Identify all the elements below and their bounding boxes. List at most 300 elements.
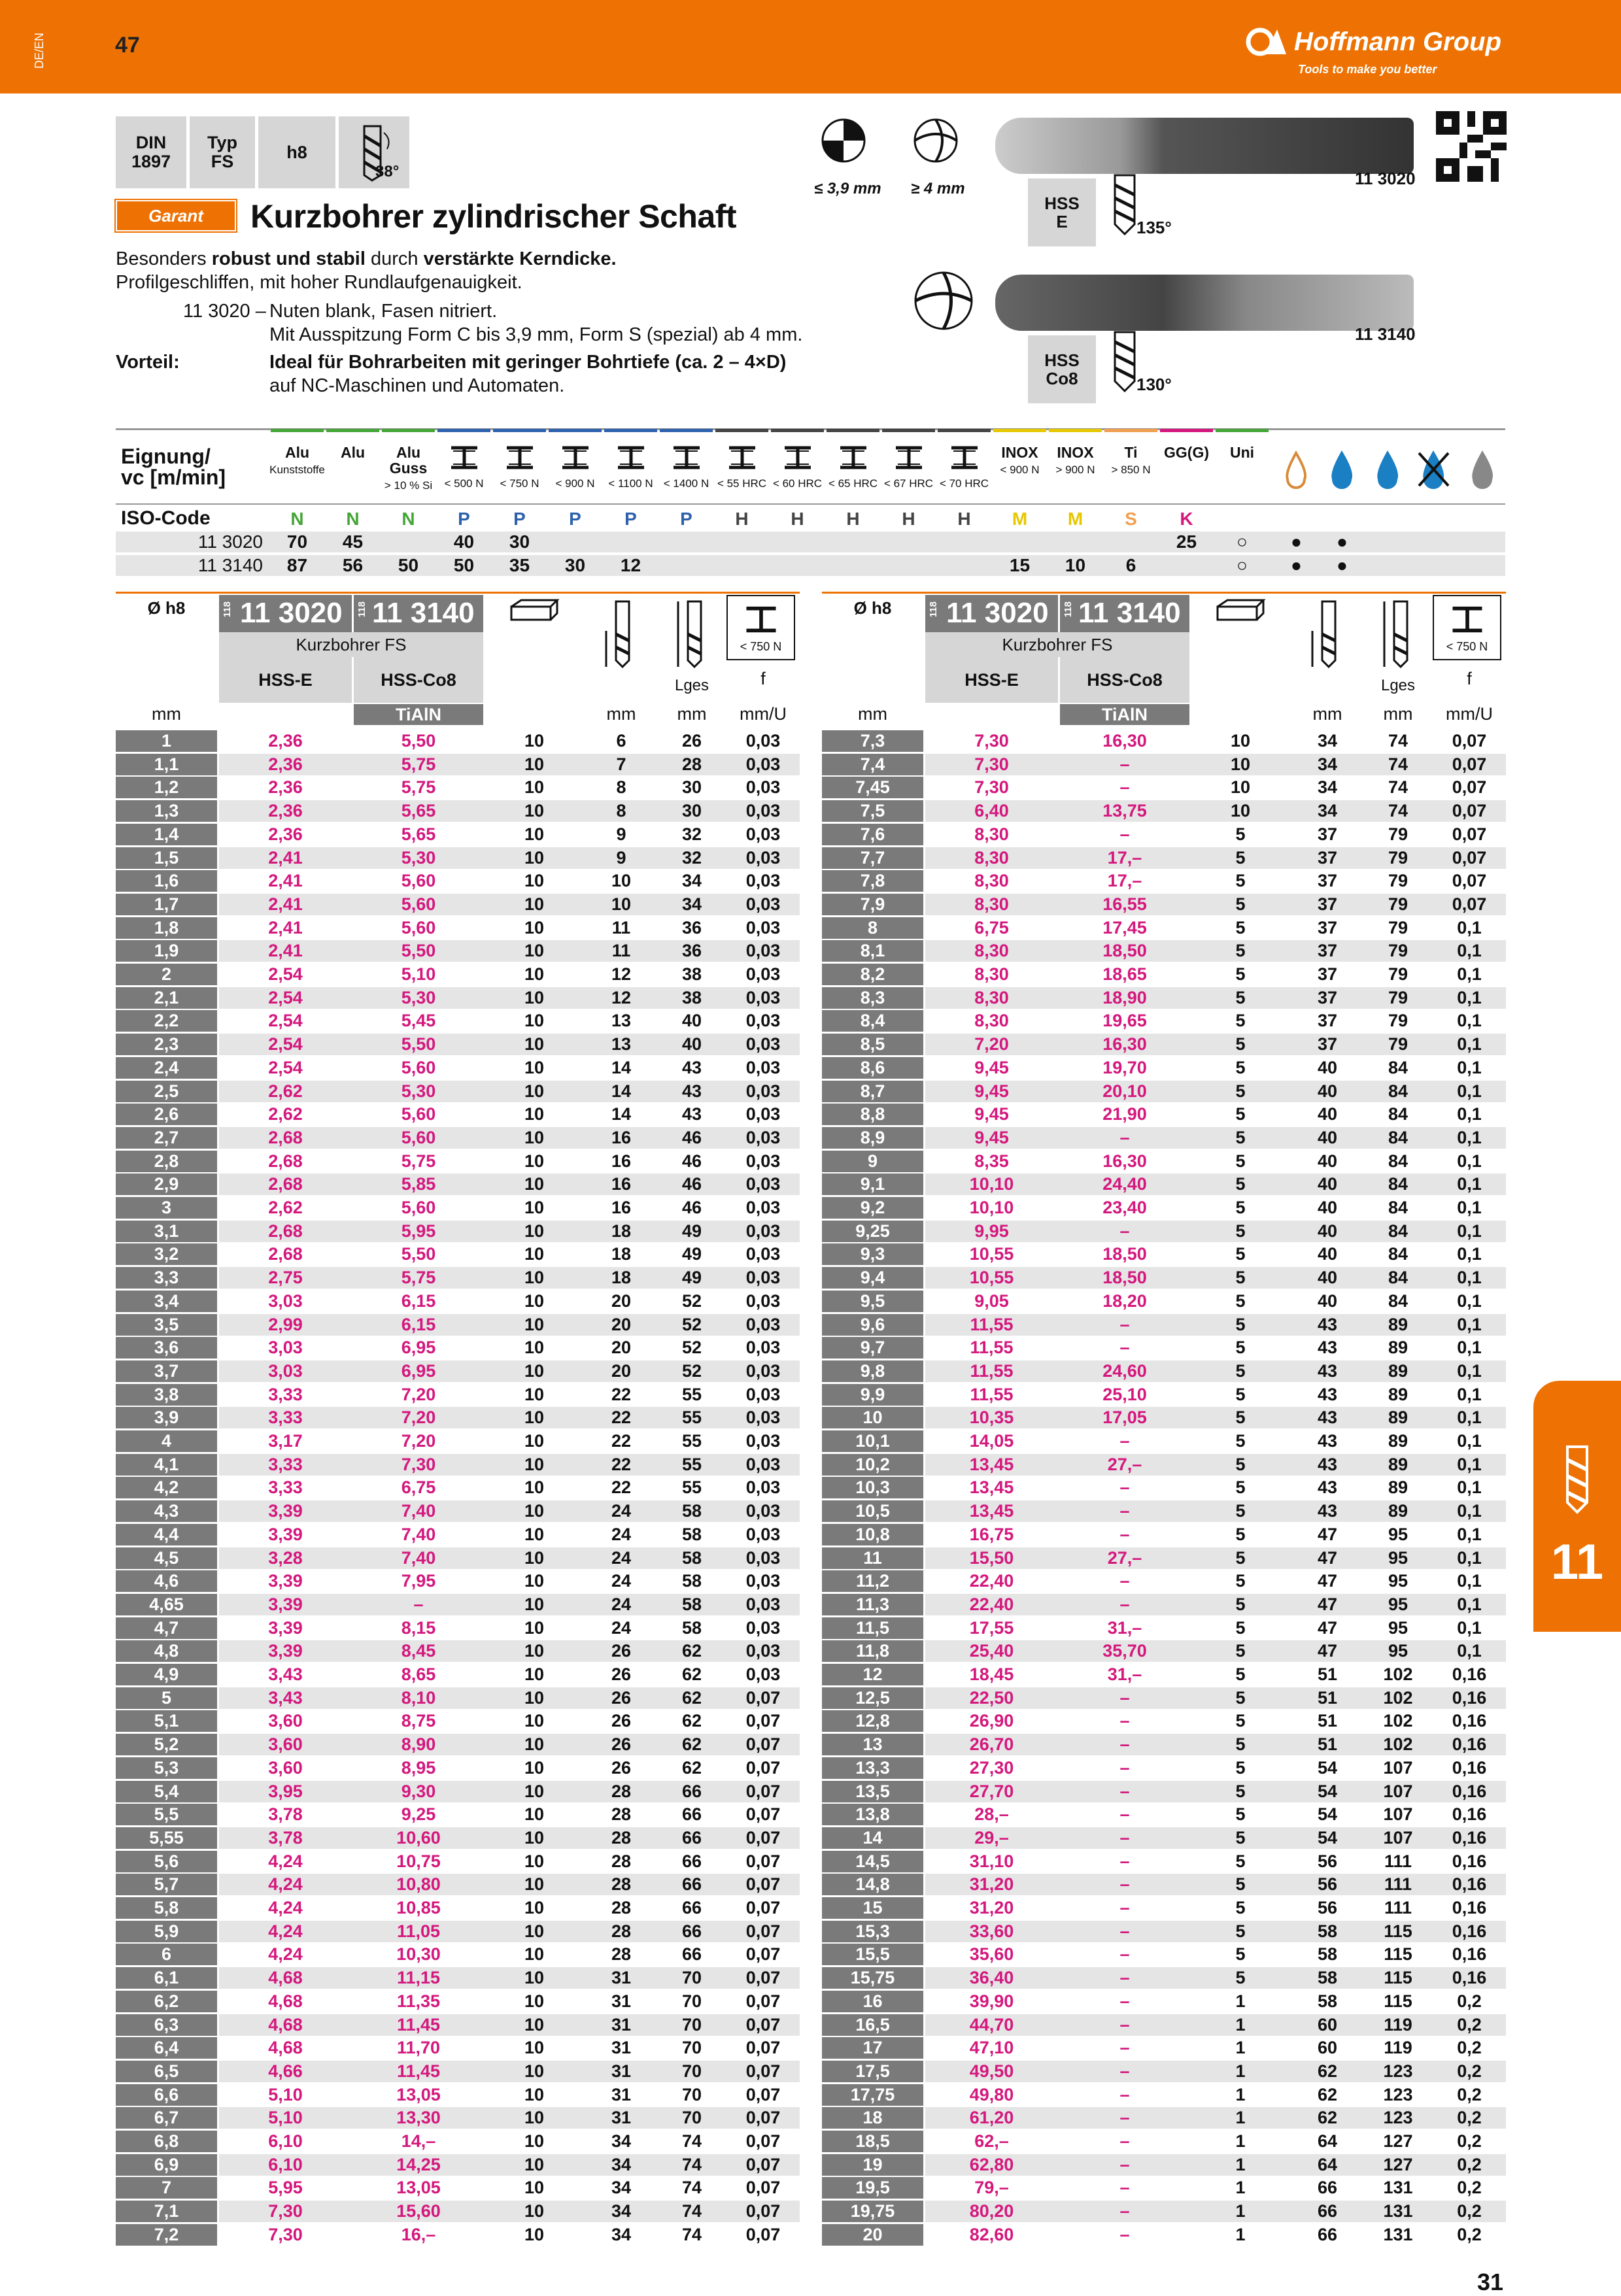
price-hss-co8-cell[interactable]: 16,–: [401, 2224, 436, 2244]
page-number: 31: [1476, 2269, 1503, 2295]
price-hss-e-cell[interactable]: 15,50: [969, 1547, 1014, 1568]
diameter-cell: 12: [822, 1664, 923, 1685]
price-hss-co8-cell[interactable]: 13,05: [396, 2084, 441, 2104]
price-hss-e-cell[interactable]: 2,41: [268, 894, 303, 914]
price-hss-e-cell[interactable]: 36,40: [969, 1968, 1014, 1988]
price-hss-e-cell[interactable]: 3,43: [268, 1664, 303, 1684]
price-hss-co8-cell[interactable]: 7,20: [401, 1384, 436, 1404]
price-hss-co8-cell[interactable]: –: [1119, 824, 1130, 844]
price-hss-e-cell[interactable]: 2,54: [268, 964, 303, 984]
table-row: [116, 1687, 800, 1709]
price-hss-e-cell[interactable]: 3,03: [268, 1360, 303, 1381]
price-hss-co8-cell[interactable]: 5,50: [401, 1244, 436, 1264]
price-hss-e-cell[interactable]: 3,03: [268, 1291, 303, 1311]
price-hss-co8-cell[interactable]: 5,95: [401, 1221, 436, 1241]
price-hss-e-cell[interactable]: 7,30: [974, 731, 1009, 751]
price-hss-e-cell[interactable]: 31,10: [969, 1851, 1014, 1871]
price-hss-co8-cell[interactable]: –: [1119, 2131, 1130, 2151]
price-hss-co8-cell[interactable]: 18,20: [1102, 1291, 1147, 1311]
price-hss-co8-cell[interactable]: 16,55: [1102, 894, 1147, 914]
price-hss-e-cell[interactable]: 2,75: [268, 1268, 303, 1288]
pack-qty-cell: 10: [524, 1104, 545, 1124]
price-hss-co8-cell[interactable]: 10,80: [396, 1874, 441, 1895]
price-hss-co8-cell[interactable]: 7,40: [401, 1501, 436, 1521]
price-hss-co8-cell[interactable]: 5,85: [401, 1174, 436, 1194]
price-hss-e-cell[interactable]: 8,30: [974, 871, 1009, 891]
price-hss-co8-cell[interactable]: –: [1119, 1501, 1130, 1521]
price-hss-co8-cell[interactable]: –: [1119, 1314, 1130, 1334]
price-hss-co8-cell[interactable]: 9,30: [401, 1781, 436, 1801]
price-hss-co8-cell[interactable]: 17,45: [1102, 917, 1147, 937]
price-hss-e-cell[interactable]: 3,39: [268, 1571, 303, 1591]
price-hss-co8-cell[interactable]: 10,60: [396, 1827, 441, 1848]
price-hss-co8-cell[interactable]: 7,40: [401, 1547, 436, 1568]
price-hss-co8-cell[interactable]: 13,75: [1102, 801, 1147, 821]
price-hss-e-cell[interactable]: 29,–: [974, 1827, 1009, 1848]
price-hss-co8-cell[interactable]: –: [1119, 1431, 1130, 1451]
price-hss-co8-cell[interactable]: 5,50: [401, 731, 436, 751]
price-hss-co8-cell[interactable]: 27,–: [1107, 1454, 1142, 1474]
table-row: [822, 1337, 1506, 1359]
total-length-cell: 89: [1388, 1501, 1408, 1521]
feed-cell: 0,07: [745, 1851, 781, 1871]
price-hss-e-cell[interactable]: 2,99: [268, 1314, 303, 1334]
price-hss-e-cell[interactable]: 8,30: [974, 1011, 1009, 1031]
price-hss-e-cell[interactable]: 35,60: [969, 1944, 1014, 1965]
price-hss-co8-cell[interactable]: –: [1119, 1594, 1130, 1614]
price-hss-co8-cell[interactable]: –: [1119, 1757, 1130, 1778]
price-hss-e-cell[interactable]: 3,17: [268, 1431, 303, 1451]
flute-length-cell: 6: [616, 731, 626, 751]
price-hss-co8-cell[interactable]: –: [1119, 2224, 1130, 2244]
price-hss-e-cell[interactable]: 6,40: [974, 801, 1009, 821]
price-hss-co8-cell[interactable]: 11,15: [396, 1968, 441, 1988]
price-hss-e-cell[interactable]: 49,50: [969, 2061, 1014, 2081]
price-hss-co8-cell[interactable]: 23,40: [1102, 1198, 1147, 1217]
price-hss-co8-cell[interactable]: –: [1119, 2084, 1130, 2104]
price-hss-e-cell[interactable]: 13,45: [969, 1477, 1014, 1498]
price-hss-co8-cell[interactable]: 7,40: [401, 1524, 436, 1544]
price-hss-e-cell[interactable]: 4,24: [268, 1851, 303, 1871]
price-hss-co8-cell[interactable]: 8,95: [401, 1757, 436, 1778]
price-hss-e-cell[interactable]: 28,–: [974, 1804, 1009, 1825]
price-hss-e-cell[interactable]: 5,10: [268, 2108, 303, 2128]
price-hss-co8-cell[interactable]: 5,75: [401, 1268, 436, 1288]
price-hss-co8-cell[interactable]: 8,10: [401, 1687, 436, 1708]
price-hss-e-cell[interactable]: 3,78: [268, 1804, 303, 1825]
price-hss-co8-cell[interactable]: 7,20: [401, 1431, 436, 1451]
price-hss-e-cell[interactable]: 8,30: [974, 894, 1009, 914]
price-hss-co8-cell[interactable]: 5,75: [401, 777, 436, 798]
flute-length-cell: 43: [1317, 1384, 1338, 1404]
pack-qty-cell: 10: [524, 1874, 545, 1895]
price-hss-co8-cell[interactable]: 5,60: [401, 894, 436, 914]
price-hss-e-cell[interactable]: 2,36: [268, 731, 303, 751]
pack-qty-cell: 10: [524, 1617, 545, 1638]
price-hss-e-cell[interactable]: 8,35: [974, 1151, 1009, 1171]
table-row: [116, 1781, 800, 1802]
price-hss-co8-cell[interactable]: 24,60: [1102, 1360, 1147, 1381]
total-length-cell: 52: [681, 1360, 702, 1381]
price-hss-co8-cell[interactable]: 5,65: [401, 824, 436, 844]
price-hss-e-cell[interactable]: 61,20: [969, 2108, 1014, 2128]
price-hss-e-cell[interactable]: 2,54: [268, 1057, 303, 1077]
price-hss-co8-cell[interactable]: 8,75: [401, 1711, 436, 1731]
price-hss-co8-cell[interactable]: 8,45: [401, 1641, 436, 1661]
desc-bold: robust und stabil: [211, 248, 366, 269]
price-hss-e-cell[interactable]: 11,55: [970, 1314, 1014, 1334]
price-hss-co8-cell[interactable]: 18,50: [1102, 1244, 1147, 1264]
price-hss-e-cell[interactable]: 80,20: [969, 2201, 1014, 2221]
price-hss-co8-cell[interactable]: 10,30: [396, 1944, 441, 1965]
price-hss-co8-cell[interactable]: 16,30: [1102, 1034, 1147, 1055]
price-hss-e-cell[interactable]: 27,70: [969, 1781, 1014, 1801]
price-hss-e-cell[interactable]: 4,24: [268, 1944, 303, 1965]
price-hss-e-cell[interactable]: 8,30: [974, 941, 1009, 961]
total-length-cell: 95: [1388, 1594, 1408, 1614]
price-hss-e-cell[interactable]: 3,39: [268, 1617, 303, 1638]
price-hss-e-cell[interactable]: 2,68: [268, 1174, 303, 1194]
price-hss-co8-cell[interactable]: 5,50: [401, 941, 436, 961]
price-hss-co8-cell[interactable]: –: [1119, 1944, 1130, 1965]
price-hss-e-cell[interactable]: 11,55: [970, 1360, 1014, 1381]
price-hss-co8-cell[interactable]: 5,60: [401, 1198, 436, 1217]
price-hss-co8-cell[interactable]: 31,–: [1107, 1617, 1142, 1638]
price-hss-e-cell[interactable]: 62,–: [974, 2131, 1009, 2151]
price-hss-co8-cell[interactable]: 6,95: [401, 1360, 436, 1381]
price-hss-e-cell[interactable]: 4,24: [268, 1874, 303, 1895]
price-hss-co8-cell[interactable]: –: [1119, 1711, 1130, 1731]
price-hss-e-cell[interactable]: 8,30: [974, 964, 1009, 984]
price-hss-co8-cell[interactable]: 5,75: [401, 754, 436, 774]
price-hss-co8-cell[interactable]: 18,50: [1102, 941, 1147, 961]
price-hss-e-cell[interactable]: 14,05: [969, 1431, 1014, 1451]
price-hss-co8-cell[interactable]: –: [1119, 1338, 1130, 1358]
price-hss-e-cell[interactable]: 3,78: [268, 1827, 303, 1848]
total-length-cell: 46: [681, 1174, 702, 1194]
feed-cell: 0,1: [1457, 1408, 1482, 1428]
flute-length-cell: 24: [611, 1547, 632, 1568]
price-hss-e-cell[interactable]: 3,39: [268, 1641, 303, 1661]
price-hss-co8-cell[interactable]: 14,25: [396, 2154, 441, 2174]
price-hss-e-cell[interactable]: 2,41: [268, 941, 303, 961]
price-hss-e-cell[interactable]: 2,54: [268, 987, 303, 1007]
pack-qty-cell: 5: [1235, 987, 1246, 1007]
price-hss-e-cell[interactable]: 31,20: [969, 1874, 1014, 1895]
chapter-page-number: 47: [115, 33, 140, 58]
price-hss-co8-cell[interactable]: –: [1119, 2154, 1130, 2174]
price-hss-co8-cell[interactable]: 5,45: [401, 1011, 436, 1031]
price-hss-e-cell[interactable]: 9,45: [974, 1057, 1009, 1077]
price-hss-e-cell[interactable]: 6,75: [974, 917, 1009, 937]
price-hss-co8-cell[interactable]: 5,30: [401, 847, 436, 868]
price-hss-e-cell[interactable]: 2,62: [268, 1081, 303, 1101]
price-hss-e-cell[interactable]: 2,68: [268, 1221, 303, 1241]
price-hss-e-cell[interactable]: 3,43: [268, 1687, 303, 1708]
price-hss-e-cell[interactable]: 11,55: [970, 1338, 1014, 1358]
pack-qty-cell: 5: [1235, 1360, 1246, 1381]
price-hss-co8-cell[interactable]: 17,–: [1107, 871, 1142, 891]
price-hss-e-cell[interactable]: 3,33: [268, 1384, 303, 1404]
price-hss-co8-cell[interactable]: 18,50: [1102, 1268, 1147, 1288]
price-hss-co8-cell[interactable]: –: [1119, 1898, 1130, 1917]
price-hss-co8-cell[interactable]: 16,30: [1102, 731, 1147, 751]
diameter-cell: 8,8: [822, 1104, 923, 1125]
price-hss-co8-cell[interactable]: 7,30: [401, 1454, 436, 1474]
price-hss-co8-cell[interactable]: 6,15: [401, 1314, 436, 1334]
price-hss-e-cell[interactable]: 10,55: [969, 1268, 1014, 1288]
price-hss-co8-cell[interactable]: 6,15: [401, 1291, 436, 1311]
price-hss-co8-cell[interactable]: –: [1119, 1524, 1130, 1544]
table-row: [116, 1944, 800, 1965]
price-hss-co8-cell[interactable]: –: [1119, 2201, 1130, 2221]
price-hss-e-cell[interactable]: 2,36: [268, 801, 303, 821]
price-hss-e-cell[interactable]: 27,30: [969, 1757, 1014, 1778]
chapter-tab[interactable]: [1533, 1381, 1621, 1632]
price-hss-e-cell[interactable]: 2,68: [268, 1127, 303, 1147]
price-hss-co8-cell[interactable]: –: [1119, 2061, 1130, 2081]
price-hss-co8-cell[interactable]: 27,–: [1107, 1547, 1142, 1568]
price-hss-e-cell[interactable]: 9,05: [974, 1291, 1009, 1311]
unit-feed: mm/U: [1446, 704, 1493, 724]
price-hss-co8-cell[interactable]: 24,40: [1102, 1174, 1147, 1194]
price-hss-co8-cell[interactable]: –: [1119, 1827, 1130, 1848]
price-hss-e-cell[interactable]: 62,80: [969, 2154, 1014, 2174]
price-hss-co8-cell[interactable]: –: [1119, 777, 1130, 798]
price-hss-e-cell[interactable]: 9,45: [974, 1127, 1009, 1147]
price-hss-co8-cell[interactable]: 11,70: [396, 2038, 441, 2058]
price-hss-co8-cell[interactable]: –: [1119, 2038, 1130, 2058]
price-hss-e-cell[interactable]: 2,41: [268, 847, 303, 868]
price-hss-e-cell[interactable]: 3,39: [268, 1501, 303, 1521]
price-hss-e-cell[interactable]: 44,70: [969, 2014, 1014, 2034]
price-hss-e-cell[interactable]: 5,95: [268, 2178, 303, 2198]
price-hss-co8-cell[interactable]: 5,30: [401, 987, 436, 1007]
price-hss-e-cell[interactable]: 4,68: [268, 1968, 303, 1988]
price-hss-e-cell[interactable]: 2,62: [268, 1198, 303, 1217]
price-hss-e-cell[interactable]: 2,62: [268, 1104, 303, 1124]
price-hss-e-cell[interactable]: 16,75: [969, 1524, 1014, 1544]
price-hss-co8-cell[interactable]: –: [1119, 2014, 1130, 2034]
price-hss-co8-cell[interactable]: 7,20: [401, 1408, 436, 1428]
price-hss-e-cell[interactable]: 3,39: [268, 1594, 303, 1614]
price-hss-e-cell[interactable]: 2,36: [268, 824, 303, 844]
price-hss-co8-cell[interactable]: 19,70: [1102, 1057, 1147, 1077]
price-hss-co8-cell[interactable]: –: [1119, 1968, 1130, 1988]
price-hss-e-cell[interactable]: 3,39: [268, 1524, 303, 1544]
price-hss-e-cell[interactable]: 2,41: [268, 871, 303, 891]
price-hss-e-cell[interactable]: 31,20: [969, 1898, 1014, 1917]
price-hss-e-cell[interactable]: 9,45: [974, 1104, 1009, 1124]
total-length-icon: [672, 598, 724, 673]
price-hss-co8-cell[interactable]: 9,25: [401, 1804, 436, 1825]
diameter-cell: 15: [822, 1897, 923, 1919]
price-hss-e-cell[interactable]: 4,24: [268, 1921, 303, 1941]
price-hss-co8-cell[interactable]: –: [1119, 1734, 1130, 1755]
price-hss-co8-cell[interactable]: 7,95: [401, 1571, 436, 1591]
price-hss-co8-cell[interactable]: 14,–: [401, 2131, 436, 2151]
price-hss-e-cell[interactable]: 2,68: [268, 1151, 303, 1171]
price-hss-co8-cell[interactable]: 8,65: [401, 1664, 436, 1684]
price-hss-co8-cell[interactable]: 5,75: [401, 1151, 436, 1171]
price-hss-e-cell[interactable]: 2,68: [268, 1244, 303, 1264]
price-hss-co8-cell[interactable]: 5,30: [401, 1081, 436, 1101]
price-hss-e-cell[interactable]: 10,10: [969, 1174, 1014, 1194]
price-hss-co8-cell[interactable]: 11,45: [396, 2061, 441, 2081]
price-hss-e-cell[interactable]: 2,36: [268, 754, 303, 774]
price-hss-e-cell[interactable]: 2,36: [268, 777, 303, 798]
price-hss-e-cell[interactable]: 8,30: [974, 824, 1009, 844]
price-hss-e-cell[interactable]: 10,10: [969, 1198, 1014, 1217]
feed-cell: 0,03: [745, 1477, 781, 1498]
price-hss-co8-cell[interactable]: –: [1119, 1851, 1130, 1871]
price-hss-co8-cell[interactable]: –: [1119, 754, 1130, 774]
pack-qty-cell: 10: [524, 1360, 545, 1381]
price-hss-co8-cell[interactable]: 18,90: [1102, 987, 1147, 1007]
price-hss-co8-cell[interactable]: –: [1119, 1127, 1130, 1147]
diameter-cell: 10,8: [822, 1524, 923, 1545]
tool-2-code: 11 3140: [1355, 324, 1416, 344]
table-row: [822, 2014, 1506, 2036]
material-column-5: [547, 431, 603, 490]
price-hss-e-cell[interactable]: 8,30: [974, 847, 1009, 868]
price-hss-co8-cell[interactable]: 21,90: [1102, 1104, 1147, 1124]
price-hss-e-cell[interactable]: 49,80: [969, 2084, 1014, 2104]
price-hss-e-cell[interactable]: 2,54: [268, 1034, 303, 1055]
price-hss-e-cell[interactable]: 4,68: [268, 2038, 303, 2058]
price-hss-co8-cell[interactable]: 25,10: [1102, 1384, 1147, 1404]
price-hss-e-cell[interactable]: 7,30: [974, 777, 1009, 798]
price-hss-e-cell[interactable]: 3,60: [268, 1734, 303, 1755]
price-hss-co8-cell[interactable]: 6,95: [401, 1338, 436, 1358]
price-hss-e-cell[interactable]: 22,40: [969, 1571, 1014, 1591]
price-hss-e-cell[interactable]: 6,10: [268, 2131, 303, 2151]
price-hss-e-cell[interactable]: 9,45: [974, 1081, 1009, 1101]
price-hss-co8-cell[interactable]: 10,85: [396, 1898, 441, 1917]
price-hss-co8-cell[interactable]: 13,30: [396, 2108, 441, 2128]
price-hss-e-cell[interactable]: 79,–: [974, 2178, 1009, 2198]
price-hss-co8-cell[interactable]: –: [1119, 2178, 1130, 2198]
price-hss-co8-cell[interactable]: 6,75: [401, 1477, 436, 1498]
price-hss-co8-cell[interactable]: 19,65: [1102, 1011, 1147, 1031]
diameter-cell: 5,6: [116, 1851, 217, 1872]
price-hss-co8-cell[interactable]: 18,65: [1102, 964, 1147, 984]
price-hss-e-cell[interactable]: 17,55: [969, 1617, 1014, 1638]
price-hss-e-cell[interactable]: 7,30: [268, 2201, 303, 2221]
price-hss-e-cell[interactable]: 11,55: [970, 1384, 1014, 1404]
price-hss-co8-cell[interactable]: –: [1119, 1874, 1130, 1895]
price-hss-e-cell[interactable]: 4,68: [268, 1991, 303, 2011]
price-hss-e-cell[interactable]: 3,60: [268, 1757, 303, 1778]
price-hss-e-cell[interactable]: 4,66: [268, 2061, 303, 2081]
price-hss-e-cell[interactable]: 22,50: [969, 1687, 1014, 1708]
price-hss-co8-cell[interactable]: 5,10: [401, 964, 436, 984]
price-hss-co8-cell[interactable]: –: [1119, 1781, 1130, 1801]
price-hss-e-cell[interactable]: 26,90: [969, 1711, 1014, 1731]
price-hss-e-cell[interactable]: 18,45: [969, 1664, 1014, 1684]
price-hss-co8-cell[interactable]: 5,60: [401, 1127, 436, 1147]
price-hss-e-cell[interactable]: 3,95: [268, 1781, 303, 1801]
price-hss-e-cell[interactable]: 25,40: [969, 1641, 1014, 1661]
price-hss-e-cell[interactable]: 2,54: [268, 1011, 303, 1031]
price-hss-co8-cell[interactable]: 11,45: [396, 2014, 441, 2034]
price-hss-e-cell[interactable]: 47,10: [969, 2038, 1014, 2058]
price-hss-co8-cell[interactable]: –: [1119, 1571, 1130, 1591]
price-hss-co8-cell[interactable]: –: [1119, 1991, 1130, 2011]
price-hss-e-cell[interactable]: 33,60: [969, 1921, 1014, 1941]
price-hss-e-cell[interactable]: 22,40: [969, 1594, 1014, 1614]
price-hss-e-cell[interactable]: 3,60: [268, 1711, 303, 1731]
price-hss-e-cell[interactable]: 39,90: [969, 1991, 1014, 2011]
price-hss-co8-cell[interactable]: 5,65: [401, 801, 436, 821]
price-hss-e-cell[interactable]: 3,33: [268, 1454, 303, 1474]
price-hss-co8-cell[interactable]: 8,90: [401, 1734, 436, 1755]
price-hss-e-cell[interactable]: 26,70: [969, 1734, 1014, 1755]
price-hss-co8-cell[interactable]: 17,–: [1107, 847, 1142, 868]
price-hss-co8-cell[interactable]: –: [413, 1594, 424, 1614]
price-hss-e-cell[interactable]: 13,45: [969, 1454, 1014, 1474]
price-hss-co8-cell[interactable]: 16,30: [1102, 1151, 1147, 1171]
price-hss-co8-cell[interactable]: –: [1119, 1921, 1130, 1941]
price-hss-co8-cell[interactable]: –: [1119, 2108, 1130, 2128]
price-hss-co8-cell[interactable]: –: [1119, 1477, 1130, 1498]
price-hss-co8-cell[interactable]: 17,05: [1102, 1408, 1147, 1428]
price-hss-co8-cell[interactable]: –: [1119, 1687, 1130, 1708]
price-hss-e-cell[interactable]: 2,41: [268, 917, 303, 937]
total-length-cell: 107: [1383, 1757, 1413, 1778]
price-hss-e-cell[interactable]: 6,10: [268, 2154, 303, 2174]
price-hss-co8-cell[interactable]: 5,60: [401, 1057, 436, 1077]
code-prefix: 118: [928, 601, 939, 618]
price-hss-co8-cell[interactable]: –: [1119, 1221, 1130, 1241]
price-hss-co8-cell[interactable]: 11,05: [396, 1921, 441, 1941]
price-hss-e-cell[interactable]: 10,55: [969, 1244, 1014, 1264]
price-hss-e-cell[interactable]: 5,10: [268, 2084, 303, 2104]
price-hss-co8-cell[interactable]: 5,60: [401, 871, 436, 891]
price-hss-co8-cell[interactable]: 10,75: [396, 1851, 441, 1871]
price-hss-e-cell[interactable]: 3,28: [268, 1547, 303, 1568]
price-hss-co8-cell[interactable]: 31,–: [1107, 1664, 1142, 1684]
price-hss-e-cell[interactable]: 3,33: [268, 1477, 303, 1498]
price-hss-e-cell[interactable]: 82,60: [969, 2224, 1014, 2244]
price-hss-co8-cell[interactable]: 5,60: [401, 917, 436, 937]
price-hss-co8-cell[interactable]: 15,60: [396, 2201, 441, 2221]
price-hss-e-cell[interactable]: 9,95: [974, 1221, 1009, 1241]
price-hss-co8-cell[interactable]: 11,35: [396, 1991, 441, 2011]
price-hss-e-cell[interactable]: 4,68: [268, 2014, 303, 2034]
price-hss-e-cell[interactable]: 7,20: [974, 1034, 1009, 1055]
price-hss-e-cell[interactable]: 3,33: [268, 1408, 303, 1428]
price-hss-e-cell[interactable]: 4,24: [268, 1898, 303, 1917]
price-hss-e-cell[interactable]: 7,30: [268, 2224, 303, 2244]
price-hss-co8-cell[interactable]: 5,60: [401, 1104, 436, 1124]
price-hss-co8-cell[interactable]: –: [1119, 1804, 1130, 1825]
price-hss-e-cell[interactable]: 13,45: [969, 1501, 1014, 1521]
total-length-cell: 43: [681, 1104, 702, 1124]
price-hss-e-cell[interactable]: 10,35: [969, 1408, 1014, 1428]
price-hss-co8-cell[interactable]: 35,70: [1102, 1641, 1147, 1661]
price-hss-e-cell[interactable]: 3,03: [268, 1338, 303, 1358]
price-hss-co8-cell[interactable]: 8,15: [401, 1617, 436, 1638]
price-hss-e-cell[interactable]: 8,30: [974, 987, 1009, 1007]
total-length-cell: 107: [1383, 1804, 1413, 1825]
price-hss-co8-cell[interactable]: 13,05: [396, 2178, 441, 2198]
price-hss-co8-cell[interactable]: 20,10: [1102, 1081, 1147, 1101]
qr-code-icon: [1436, 111, 1507, 182]
price-hss-co8-cell[interactable]: 5,50: [401, 1034, 436, 1055]
price-hss-e-cell[interactable]: 7,30: [974, 754, 1009, 774]
feed-cell: 0,2: [1457, 1991, 1482, 2011]
